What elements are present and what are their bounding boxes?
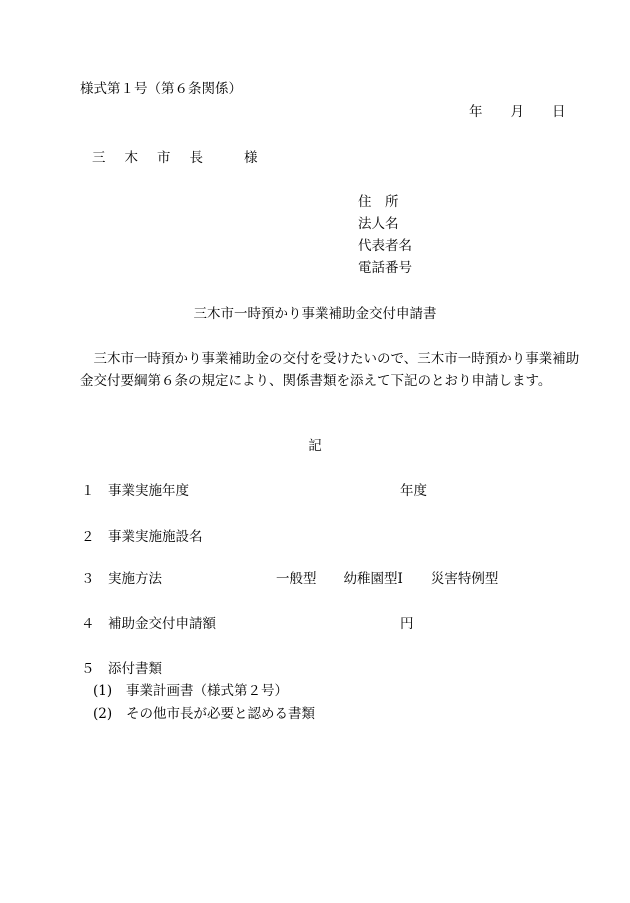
item-number: ４	[81, 616, 95, 632]
item-label: 実施方法	[108, 571, 162, 587]
body-text: 三木市一時預かり事業補助金の交付を受けたいので、三木市一時預かり事業補助金交付要綱第６条の規定により、関係書類を添えて下記のとおり申請します。	[80, 351, 580, 389]
ki-heading: 記	[308, 438, 322, 454]
form-number: 様式第１号（第６条関係）	[80, 81, 242, 97]
applicant-corporation-label: 法人名	[358, 216, 399, 232]
option-general: 一般型	[276, 571, 317, 587]
item-2	[81, 528, 203, 546]
item-label: 事業実施年度	[108, 483, 189, 499]
item-number: １	[81, 483, 95, 499]
addressee	[92, 149, 258, 167]
item-4-value: 円	[400, 616, 414, 632]
addressee-name: 三木市長	[92, 150, 222, 166]
item-3-options	[276, 570, 498, 588]
applicant-representative-label: 代表者名	[358, 238, 412, 254]
item-number: ２	[81, 529, 95, 545]
date-year: 年	[469, 104, 483, 120]
document-title: 三木市一時預かり事業補助金交付申請書	[193, 306, 437, 322]
date-day: 日	[552, 104, 566, 120]
item-4	[81, 615, 216, 633]
attachment-label: その他市長が必要と認める書類	[126, 706, 315, 722]
item-1-value: 年度	[400, 483, 427, 499]
option-kindergarten: 幼稚園型Ⅰ	[343, 571, 403, 587]
attachment-number: (1)	[93, 683, 113, 699]
attachment-number: (2)	[93, 706, 113, 722]
item-number: ３	[81, 571, 95, 587]
item-5	[81, 660, 162, 678]
addressee-honorific: 様	[244, 150, 258, 166]
attachment-label: 事業計画書（様式第２号）	[126, 683, 288, 699]
attachment-1	[93, 682, 288, 700]
body-paragraph	[80, 348, 580, 392]
item-1	[81, 482, 189, 500]
item-label: 補助金交付申請額	[108, 616, 216, 632]
option-disaster: 災害特例型	[430, 571, 499, 587]
applicant-address-label: 住 所	[358, 194, 399, 210]
date-month: 月	[510, 104, 524, 120]
attachment-2	[93, 705, 315, 723]
item-label: 事業実施施設名	[108, 529, 203, 545]
applicant-phone-label: 電話番号	[358, 260, 412, 276]
applicant-block	[358, 193, 412, 281]
item-label: 添付書類	[108, 661, 162, 677]
item-3	[81, 570, 162, 588]
date-line	[469, 103, 566, 121]
item-number: ５	[81, 661, 95, 677]
